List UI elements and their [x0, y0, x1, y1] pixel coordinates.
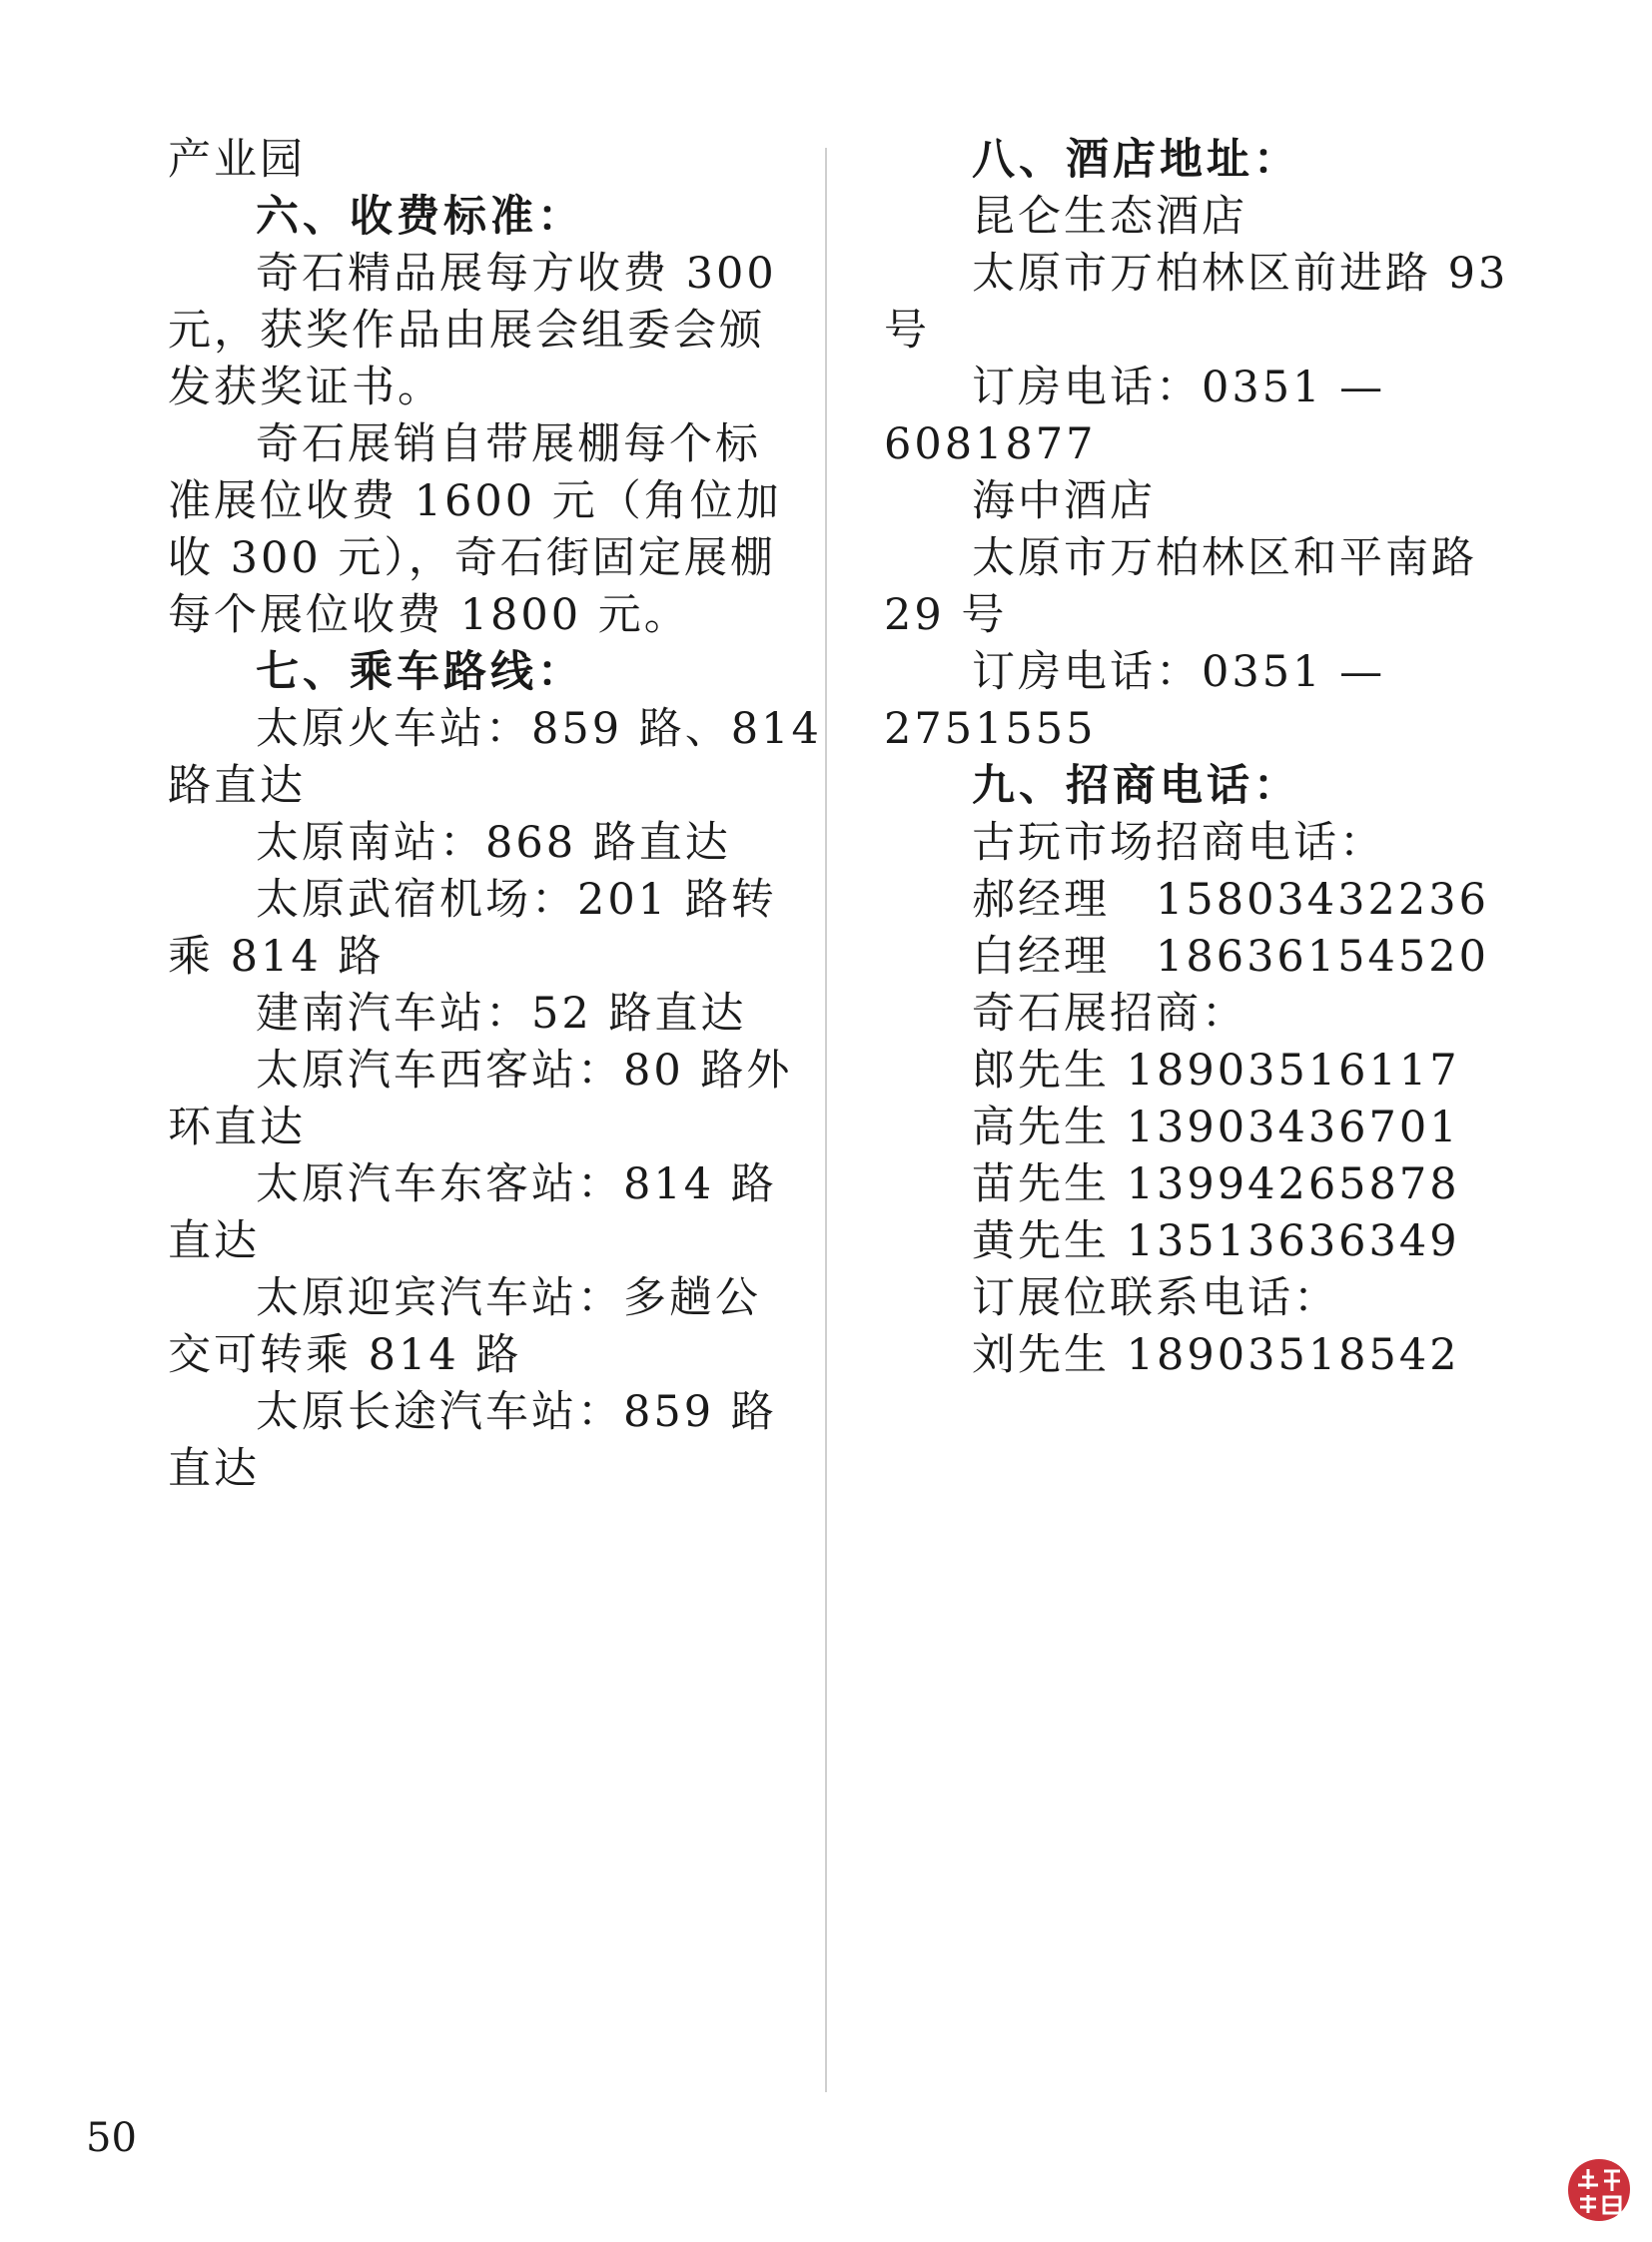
contact-line: 刘先生 18903518542	[972, 1330, 1460, 1380]
column-divider	[825, 148, 827, 2092]
hotel-phone: 订房电话：0351 —	[972, 647, 1386, 697]
paragraph-line: 奇石精品展每方收费 300	[256, 249, 777, 299]
contact-group-label: 订展位联系电话：	[972, 1273, 1339, 1323]
section-heading-contacts: 九、招商电话：	[972, 761, 1300, 811]
paragraph-line: 收 300 元），奇石街固定展棚	[168, 533, 776, 583]
route-line: 建南汽车站：52 路直达	[256, 989, 747, 1039]
contact-line: 郎先生 18903516117	[972, 1046, 1460, 1096]
hotel-address: 太原市万柏林区和平南路	[972, 533, 1477, 583]
contact-group-label: 古玩市场招商电话：	[972, 818, 1385, 868]
contact-line: 苗先生 13994265878	[972, 1159, 1460, 1209]
route-line: 太原汽车西客站：80 路外	[256, 1046, 793, 1096]
route-line: 乘 814 路	[168, 932, 385, 982]
continued-text: 产业园	[168, 135, 306, 185]
contact-line: 白经理 18636154520	[972, 932, 1489, 982]
route-line: 太原南站：868 路直达	[256, 818, 731, 868]
route-line: 交可转乘 814 路	[168, 1330, 522, 1380]
paragraph-line: 元，获奖作品由展会组委会颁	[168, 306, 765, 356]
hotel-address: 29 号	[884, 590, 1008, 640]
paragraph-line: 奇石展销自带展棚每个标	[256, 419, 761, 469]
contact-line: 黄先生 13513636349	[972, 1216, 1460, 1266]
hotel-phone: 6081877	[884, 419, 1097, 469]
hotel-address: 太原市万柏林区前进路 93	[972, 249, 1509, 299]
paragraph-line: 发获奖证书。	[168, 363, 443, 412]
contact-line: 高先生 13903436701	[972, 1103, 1460, 1152]
contact-line: 郝经理 15803432236	[972, 875, 1489, 925]
page-number: 50	[86, 2115, 137, 2161]
hotel-name: 海中酒店	[972, 476, 1156, 526]
route-line: 直达	[168, 1444, 260, 1494]
hotel-phone: 订房电话：0351 —	[972, 363, 1386, 412]
route-line: 太原长途汽车站：859 路	[256, 1387, 777, 1437]
paragraph-line: 每个展位收费 1800 元。	[168, 590, 690, 640]
hotel-address: 号	[884, 306, 930, 356]
contact-group-label: 奇石展招商：	[972, 989, 1247, 1039]
section-heading-hotels: 八、酒店地址：	[972, 135, 1300, 185]
route-line: 路直达	[168, 761, 306, 811]
route-line: 环直达	[168, 1103, 306, 1152]
route-line: 太原火车站：859 路、814	[256, 704, 822, 754]
route-line: 太原迎宾汽车站：多趟公	[256, 1273, 761, 1323]
watermark-seal-icon	[1564, 2155, 1634, 2225]
section-heading-fees: 六、收费标准：	[256, 192, 584, 242]
hotel-phone: 2751555	[884, 704, 1097, 754]
route-line: 直达	[168, 1216, 260, 1266]
route-line: 太原武宿机场：201 路转	[256, 875, 777, 925]
route-line: 太原汽车东客站：814 路	[256, 1159, 777, 1209]
hotel-name: 昆仑生态酒店	[972, 192, 1247, 242]
section-heading-routes: 七、乘车路线：	[256, 647, 584, 697]
paragraph-line: 准展位收费 1600 元（角位加	[168, 476, 782, 526]
